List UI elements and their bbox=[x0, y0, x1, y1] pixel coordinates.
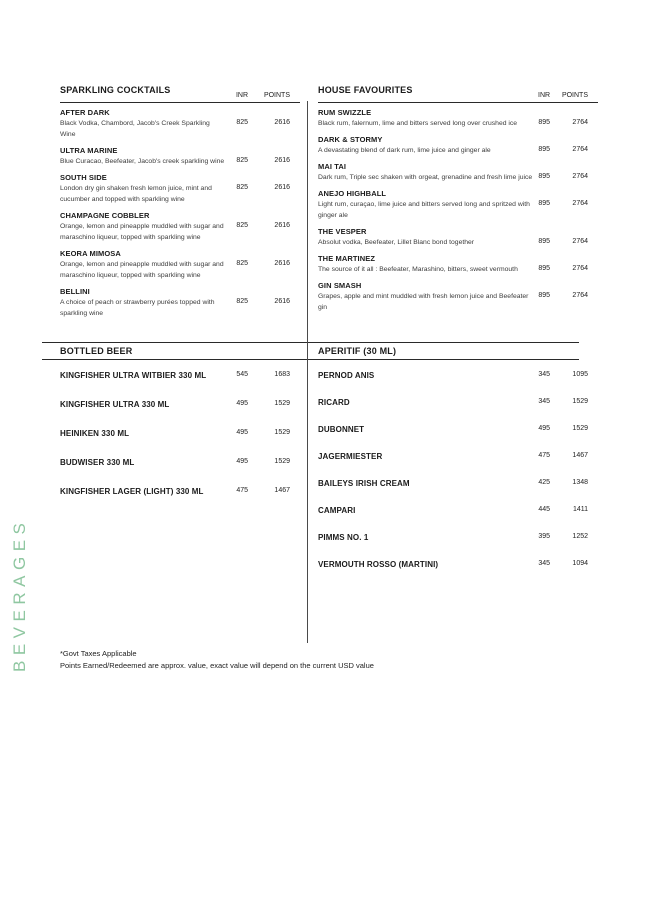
item-name: DUBONNET bbox=[318, 425, 365, 434]
item-points: 1094 bbox=[572, 560, 588, 567]
section-title: APERITIF (30 ML) bbox=[318, 346, 397, 356]
price-header-inr: INR bbox=[235, 92, 248, 99]
item-points: 2764 bbox=[572, 173, 588, 180]
item-description: Blue Curacao, Beefeater, Jacob's creek sparkling wine bbox=[60, 158, 225, 165]
item-price-inr: 825 bbox=[236, 222, 248, 229]
item-points: 2764 bbox=[572, 200, 588, 207]
section-aperitif bbox=[318, 370, 598, 586]
footnote-taxes: *Govt Taxes Applicable bbox=[60, 649, 137, 658]
footnotes bbox=[60, 648, 374, 672]
item-list bbox=[318, 103, 598, 313]
item-description: A devastating blend of dark rum, lime juice and ginger ale bbox=[318, 147, 491, 154]
item-price-inr: 445 bbox=[538, 506, 550, 513]
item-description: A choice of peach or strawberry purées topped with sparkling wine bbox=[60, 299, 215, 317]
item-name: SOUTH SIDE bbox=[60, 173, 107, 182]
menu-item bbox=[318, 451, 598, 462]
item-points: 2764 bbox=[572, 265, 588, 272]
item-price-inr: 345 bbox=[538, 560, 550, 567]
item-description: Light rum, curaçao, lime juice and bitters served long and spritzed with ginger ale bbox=[318, 201, 530, 219]
menu-item bbox=[60, 107, 300, 140]
section-title: SPARKLING COCKTAILS bbox=[60, 85, 171, 95]
price-header-points: POINTS bbox=[263, 92, 290, 99]
menu-item bbox=[60, 428, 300, 439]
menu-item bbox=[318, 253, 598, 275]
item-price-inr: 425 bbox=[538, 479, 550, 486]
price-header-points: POINTS bbox=[561, 92, 588, 99]
item-price-inr: 895 bbox=[538, 238, 550, 245]
menu-item bbox=[60, 457, 300, 468]
menu-item bbox=[318, 370, 598, 381]
section-band bbox=[42, 342, 579, 360]
section-sparkling-cocktails bbox=[60, 80, 300, 324]
menu-item bbox=[60, 286, 300, 319]
menu-item bbox=[318, 505, 598, 516]
item-points: 2764 bbox=[572, 146, 588, 153]
item-name: PERNOD ANIS bbox=[318, 371, 375, 380]
price-header-inr: INR bbox=[538, 92, 551, 99]
item-name: AFTER DARK bbox=[60, 108, 110, 117]
item-points: 2764 bbox=[572, 292, 588, 299]
item-price-inr: 395 bbox=[538, 533, 550, 540]
menu-item bbox=[318, 397, 598, 408]
item-points: 2616 bbox=[274, 157, 290, 164]
item-name: RICARD bbox=[318, 398, 350, 407]
item-name: KEORA MIMOSA bbox=[60, 249, 121, 258]
item-description: Absolut vodka, Beefeater, Lillet Blanc bond together bbox=[318, 239, 475, 246]
item-points: 2616 bbox=[274, 184, 290, 191]
section-house-favourites bbox=[318, 80, 598, 318]
item-name: THE VESPER bbox=[318, 227, 367, 236]
item-price-inr: 345 bbox=[538, 371, 550, 378]
menu-item bbox=[60, 399, 300, 410]
item-points: 1529 bbox=[274, 458, 290, 465]
item-points: 1529 bbox=[572, 425, 588, 432]
item-name: BAILEYS IRISH CREAM bbox=[318, 479, 410, 488]
item-description: The source of it all : Beefeater, Marashino, bitters, sweet vermouth bbox=[318, 266, 518, 273]
item-name: BUDWISER 330 ML bbox=[60, 458, 135, 467]
menu-item bbox=[318, 280, 598, 313]
section-bottled-beer bbox=[60, 370, 300, 515]
item-description: Black Vodka, Chambord, Jacob's Creek Sparkling Wine bbox=[60, 120, 210, 138]
item-price-inr: 895 bbox=[538, 265, 550, 272]
menu-item bbox=[318, 226, 598, 248]
item-price-inr: 895 bbox=[538, 292, 550, 299]
column-divider-line bbox=[307, 101, 308, 643]
item-points: 1529 bbox=[572, 398, 588, 405]
item-list bbox=[60, 103, 300, 319]
menu-item bbox=[318, 134, 598, 156]
item-price-inr: 825 bbox=[236, 119, 248, 126]
item-points: 2764 bbox=[572, 119, 588, 126]
item-description: Orange, lemon and pineapple muddled with sugar and maraschino liqueur, topped with sparkling wine bbox=[60, 223, 224, 241]
item-price-inr: 545 bbox=[236, 371, 248, 378]
item-price-inr: 495 bbox=[236, 458, 248, 465]
item-price-inr: 895 bbox=[538, 200, 550, 207]
section-header bbox=[60, 80, 300, 103]
item-name: ULTRA MARINE bbox=[60, 146, 118, 155]
item-price-inr: 825 bbox=[236, 260, 248, 267]
section-title: BOTTLED BEER bbox=[60, 346, 133, 356]
item-points: 1252 bbox=[572, 533, 588, 540]
menu-item bbox=[60, 486, 300, 497]
menu-item bbox=[318, 532, 598, 543]
item-price-inr: 345 bbox=[538, 398, 550, 405]
item-name: VERMOUTH ROSSO (MARTINI) bbox=[318, 560, 439, 569]
item-name: JAGERMIESTER bbox=[318, 452, 383, 461]
item-points: 2616 bbox=[274, 298, 290, 305]
item-price-inr: 495 bbox=[538, 425, 550, 432]
item-points: 2616 bbox=[274, 260, 290, 267]
menu-item bbox=[60, 370, 300, 381]
item-points: 2764 bbox=[572, 238, 588, 245]
item-price-inr: 495 bbox=[236, 400, 248, 407]
item-price-inr: 475 bbox=[236, 487, 248, 494]
item-points: 1467 bbox=[274, 487, 290, 494]
vertical-beverages-label: BEVERAGES bbox=[10, 517, 29, 672]
item-description: Black rum, falernum, lime and bitters served long over crushed ice bbox=[318, 120, 518, 127]
menu-item bbox=[60, 248, 300, 281]
item-price-inr: 825 bbox=[236, 298, 248, 305]
menu-item bbox=[318, 107, 598, 129]
item-points: 1095 bbox=[572, 371, 588, 378]
menu-item bbox=[318, 478, 598, 489]
menu-item bbox=[60, 172, 300, 205]
item-points: 2616 bbox=[274, 222, 290, 229]
footnote-points: Points Earned/Redeemed are approx. value, exact value will depend on the current USD value bbox=[60, 661, 374, 670]
item-name: KINGFISHER ULTRA 330 ML bbox=[60, 400, 170, 409]
item-name: BELLINI bbox=[60, 287, 90, 296]
item-name: KINGFISHER ULTRA WITBIER 330 ML bbox=[60, 371, 207, 380]
item-description: London dry gin shaken fresh lemon juice, mint and cucumber and topped with sparkling wine bbox=[60, 185, 212, 203]
item-price-inr: 895 bbox=[538, 173, 550, 180]
item-name: CHAMPAGNE COBBLER bbox=[60, 211, 150, 220]
item-description: Grapes, apple and mint muddled with fresh lemon juice and Beefeater gin bbox=[318, 293, 529, 311]
item-name: ANEJO HIGHBALL bbox=[318, 189, 387, 198]
item-name: MAI TAI bbox=[318, 162, 347, 171]
item-description: Dark rum, Triple sec shaken with orgeat, grenadine and fresh lime juice bbox=[318, 174, 533, 181]
menu-item bbox=[318, 559, 598, 570]
item-name: HEINIKEN 330 ML bbox=[60, 429, 130, 438]
item-description: Orange, lemon and pineapple muddled with sugar and maraschino liqueur, topped with sparkling wine bbox=[60, 261, 224, 279]
item-price-inr: 825 bbox=[236, 184, 248, 191]
item-name: RUM SWIZZLE bbox=[318, 108, 372, 117]
item-points: 2616 bbox=[274, 119, 290, 126]
menu-item bbox=[318, 424, 598, 435]
item-price-inr: 895 bbox=[538, 119, 550, 126]
menu-item bbox=[60, 145, 300, 167]
menu-item bbox=[318, 188, 598, 221]
section-header bbox=[318, 80, 598, 103]
item-points: 1683 bbox=[274, 371, 290, 378]
item-name: THE MARTINEZ bbox=[318, 254, 376, 263]
item-points: 1529 bbox=[274, 400, 290, 407]
item-price-inr: 895 bbox=[538, 146, 550, 153]
item-name: KINGFISHER LAGER (LIGHT) 330 ML bbox=[60, 487, 204, 496]
item-price-inr: 495 bbox=[236, 429, 248, 436]
item-points: 1529 bbox=[274, 429, 290, 436]
item-price-inr: 825 bbox=[236, 157, 248, 164]
item-points: 1348 bbox=[572, 479, 588, 486]
section-title: HOUSE FAVOURITES bbox=[318, 85, 413, 95]
menu-item bbox=[60, 210, 300, 243]
item-points: 1411 bbox=[572, 506, 588, 513]
item-points: 1467 bbox=[572, 452, 588, 459]
item-name: PIMMS NO. 1 bbox=[318, 533, 369, 542]
item-name: CAMPARI bbox=[318, 506, 356, 515]
item-name: DARK & STORMY bbox=[318, 135, 383, 144]
menu-item bbox=[318, 161, 598, 183]
item-name: GIN SMASH bbox=[318, 281, 362, 290]
item-price-inr: 475 bbox=[538, 452, 550, 459]
